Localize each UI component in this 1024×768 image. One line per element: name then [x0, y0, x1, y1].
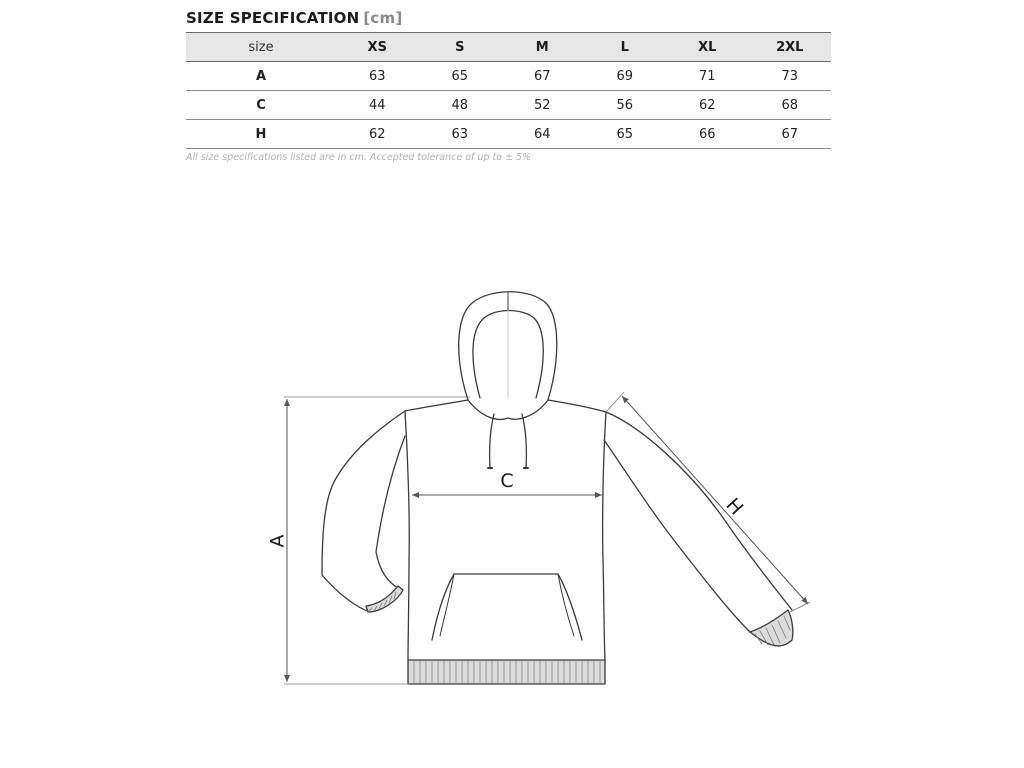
- table-cell: 65: [419, 62, 502, 91]
- body-right-side: [603, 412, 606, 660]
- table-cell: 71: [666, 62, 749, 91]
- table-cell: 63: [419, 120, 502, 149]
- table-cell: 63: [336, 62, 419, 91]
- cuff-right: [750, 610, 793, 646]
- table-cell: 73: [749, 62, 832, 91]
- sleeve-left-inner: [376, 436, 405, 588]
- drawstring-right: [522, 414, 526, 468]
- sleeve-right-inner: [604, 440, 750, 632]
- waistband: [408, 660, 605, 684]
- table-cell: 69: [584, 62, 667, 91]
- dim-h-line: [622, 396, 808, 604]
- row-label-c: C: [186, 91, 336, 120]
- title-unit: [cm]: [363, 9, 403, 27]
- dim-h-extension-top: [606, 392, 624, 412]
- table-cell: 64: [501, 120, 584, 149]
- size-col-xl: XL: [698, 39, 717, 55]
- hoodie-outline: [322, 292, 793, 684]
- shoulder-right: [548, 400, 606, 412]
- dim-a-label: A: [266, 534, 289, 548]
- size-col-2xl: 2XL: [776, 39, 804, 55]
- body-left-side: [405, 411, 409, 660]
- table-cell: 67: [749, 120, 832, 149]
- tolerance-note: All size specifications listed are in cm. Accepted tolerance of up to ± 5%: [186, 152, 532, 163]
- table-cell: 62: [666, 91, 749, 120]
- drawstring-left: [490, 414, 494, 468]
- row-label-h: H: [186, 120, 336, 149]
- size-col-s: S: [455, 39, 465, 55]
- pocket-opening-left: [440, 574, 454, 636]
- sleeve-right-outer: [606, 412, 792, 610]
- sleeve-left-outer: [322, 411, 405, 612]
- shoulder-left: [405, 400, 468, 411]
- table-cell: 44: [336, 91, 419, 120]
- size-col-m: M: [535, 39, 549, 55]
- table-cell: 66: [666, 120, 749, 149]
- table-cell: 56: [584, 91, 667, 120]
- size-header-label: size: [248, 39, 274, 55]
- dim-c-label: C: [500, 470, 514, 492]
- neckline: [468, 400, 548, 419]
- size-col-xs: XS: [367, 39, 387, 55]
- table-cell: 67: [501, 62, 584, 91]
- table-cell: 68: [749, 91, 832, 120]
- table-cell: 52: [501, 91, 584, 120]
- size-col-l: L: [620, 39, 629, 55]
- title-text: SIZE SPECIFICATION: [186, 9, 360, 27]
- table-cell: 48: [419, 91, 502, 120]
- dim-h-label: H: [721, 493, 748, 520]
- dimension-h: [606, 392, 810, 612]
- table-cell: 65: [584, 120, 667, 149]
- table-cell: 62: [336, 120, 419, 149]
- dimension-c: [412, 470, 602, 495]
- row-label-a: A: [186, 62, 336, 91]
